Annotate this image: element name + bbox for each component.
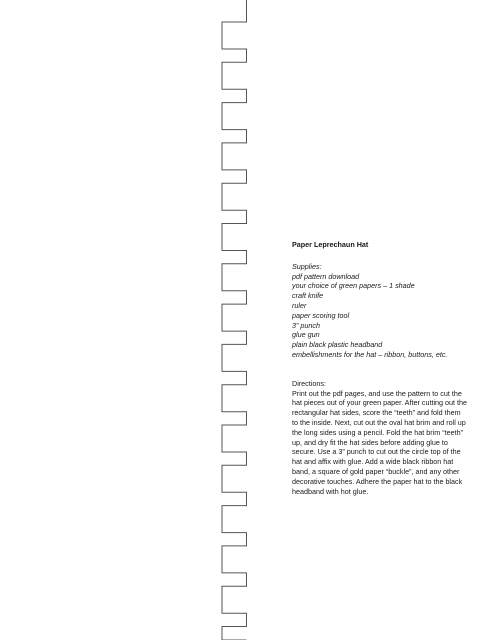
supplies-heading: Supplies: [292,261,322,271]
directions-section [292,379,468,497]
supply-item: pdf pattern download [292,271,360,281]
teeth-outline-path [222,0,247,640]
supply-item: plain black plastic headband [292,340,383,350]
supply-item: 3” punch [292,320,320,330]
instructions-panel [292,240,468,496]
supply-item: ruler [292,300,307,310]
supplies-section [292,262,468,360]
supply-item: craft knife [292,291,324,301]
supply-item: your choice of green papers – 1 shade [292,281,415,291]
supply-item: glue gun [292,330,320,340]
directions-body: Print out the pdf pages, and use the pattern to cut the hat pieces out of your green paper. After cutting out the rectangular hat sides, score the “teeth” and fold them to the inside. Next, cut out the oval hat brim and roll up the long sides using a pencil. Fold the hat brim “teeth” up, and dry fit the hat sides before adding glue to secure. Use a 3” punch to cut out the circle top of the hat and affix with glue. Add a wide black ribbon hat band, a square of gold paper “buckle”, and any other decorative touches. Adhere the paper hat to the black headband with hot glue. [292,388,468,496]
document-title: Paper Leprechaun Hat [292,240,369,249]
supply-item: paper scoring tool [292,310,350,320]
directions-heading: Directions: [292,378,326,388]
supplies-list [292,272,468,360]
supply-item: embellishments for the hat – ribbon, buttons, etc. [292,349,448,359]
